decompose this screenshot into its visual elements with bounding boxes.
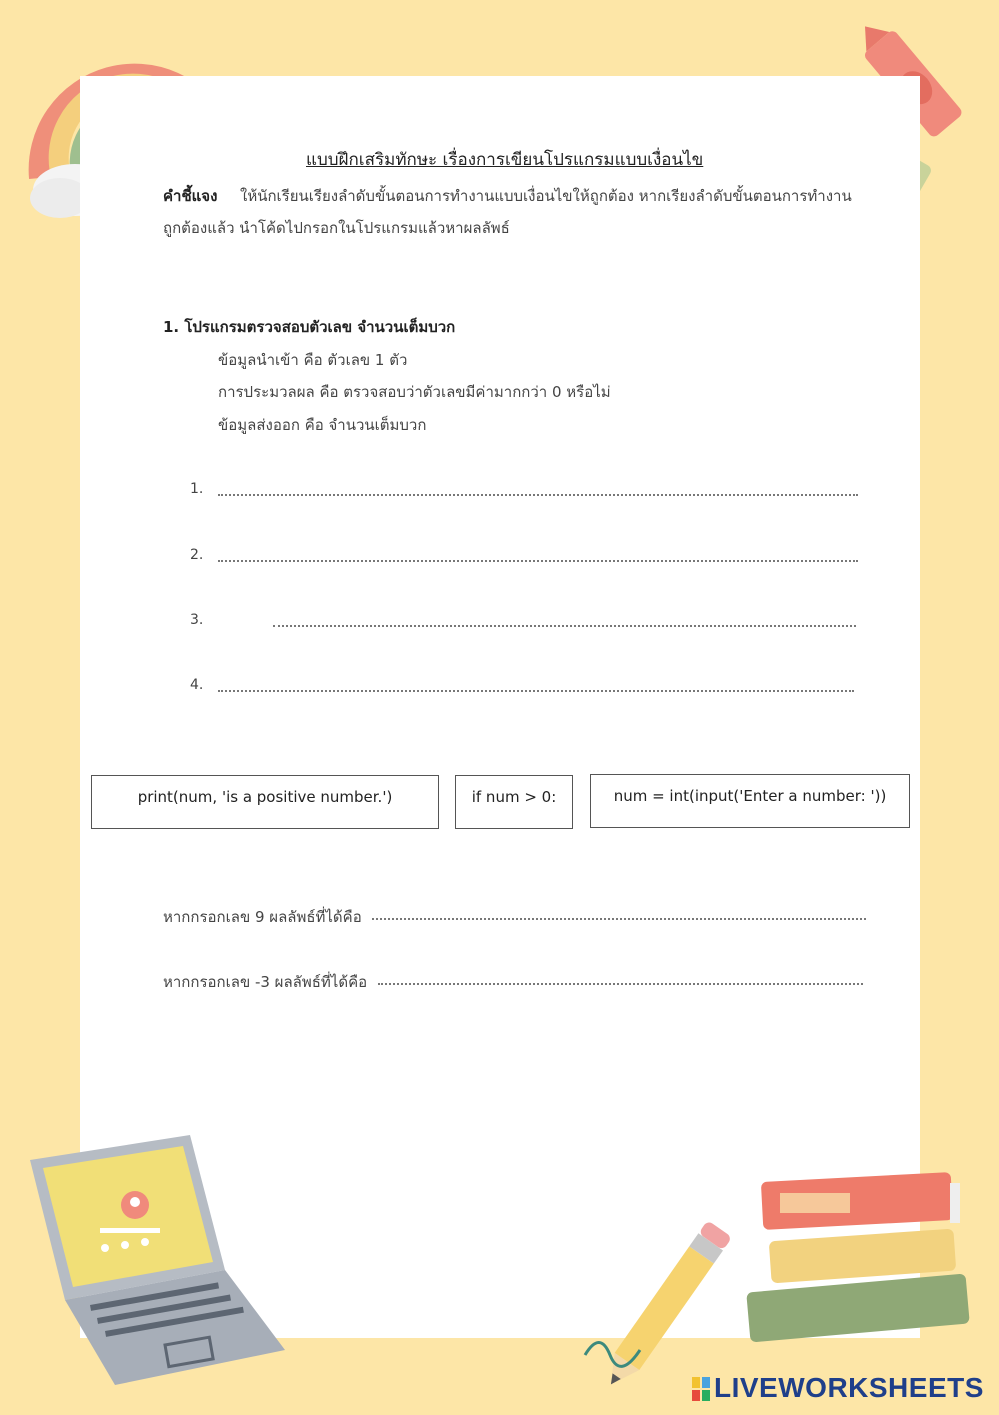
result-label-9: หากกรอกเลข 9 ผลลัพธ์ที่ได้คือ <box>163 908 362 926</box>
instruction-text-line2: ถูกต้องแล้ว นำโค้ดไปกรอกในโปรแกรมแล้วหาผลลัพธ์ <box>163 219 510 237</box>
instruction-label: คำชี้แจง <box>163 187 218 205</box>
result-answer-9[interactable] <box>372 918 866 920</box>
code-block-print[interactable] <box>91 775 439 829</box>
answer-slot-4[interactable] <box>218 690 854 692</box>
question-title: 1. โปรแกรมตรวจสอบตัวเลข จำนวนเต็มบวก <box>163 318 456 336</box>
input-description: ข้อมูลนำเข้า คือ ตัวเลข 1 ตัว <box>218 351 408 369</box>
result-answer-neg3[interactable] <box>378 983 863 985</box>
books-icon <box>740 1165 980 1350</box>
code-block-if-text: if num > 0: <box>471 788 557 806</box>
output-description: ข้อมูลส่งออก คือ จำนวนเต็มบวก <box>218 416 427 434</box>
instruction-text-line1: ให้นักเรียนเรียงลำดับขั้นตอนการทำงานแบบเงื่อนไขให้ถูกต้อง หากเรียงลำดับขั้นตอนการทำงาน <box>240 187 852 205</box>
answer-slot-number-2: 2. <box>190 547 204 563</box>
answer-slot-2[interactable] <box>218 560 858 562</box>
liveworksheets-logo-icon <box>692 1377 710 1401</box>
answer-slot-3[interactable] <box>273 625 856 627</box>
process-description: การประมวลผล คือ ตรวจสอบว่าตัวเลขมีค่ามากกว่า 0 หรือไม่ <box>218 383 611 401</box>
code-block-if[interactable] <box>455 775 573 829</box>
code-block-input[interactable] <box>590 774 910 828</box>
code-block-input-text: num = int(input('Enter a number: ')) <box>613 787 887 805</box>
answer-slot-number-3: 3. <box>190 612 204 628</box>
pencil-icon <box>575 1215 765 1385</box>
answer-slot-1[interactable] <box>218 494 858 496</box>
worksheet-title: แบบฝึกเสริมทักษะ เรื่องการเขียนโปรแกรมแบบเงื่อนไข <box>306 150 704 170</box>
answer-slot-number-4: 4. <box>190 677 204 693</box>
laptop-icon <box>25 1130 295 1390</box>
code-block-print-text: print(num, 'is a positive number.') <box>137 788 393 806</box>
result-label-neg3: หากกรอกเลข -3 ผลลัพธ์ที่ได้คือ <box>163 973 368 991</box>
answer-slot-number-1: 1. <box>190 481 204 497</box>
liveworksheets-brand: LIVEWORKSHEETS <box>714 1372 984 1403</box>
